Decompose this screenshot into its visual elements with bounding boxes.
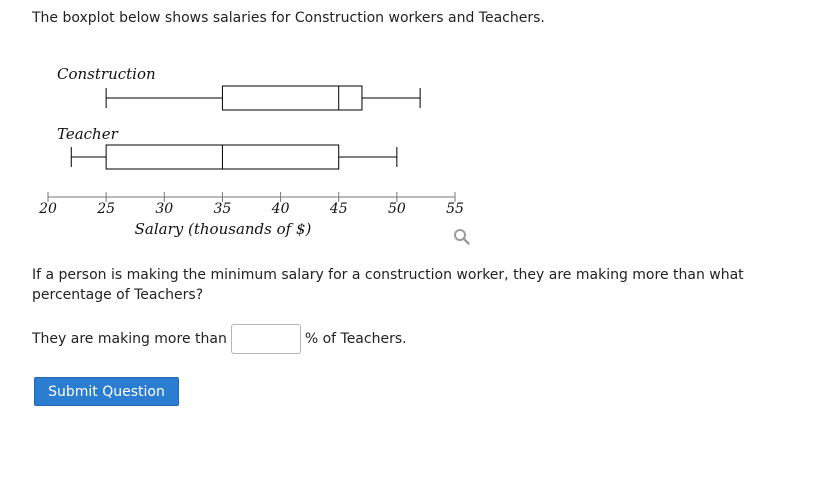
series-label-teacher: Teacher bbox=[57, 125, 118, 143]
submit-question-button[interactable]: Submit Question bbox=[34, 377, 179, 406]
x-axis-label: Salary (thousands of $) bbox=[134, 220, 312, 238]
answer-input[interactable] bbox=[231, 324, 301, 354]
x-tick-label: 30 bbox=[155, 201, 174, 217]
x-tick-label: 25 bbox=[97, 201, 116, 217]
magnifier-icon[interactable] bbox=[452, 227, 472, 247]
x-tick-label: 40 bbox=[271, 201, 290, 217]
intro-text: The boxplot below shows salaries for Construction workers and Teachers. bbox=[32, 10, 545, 26]
construction-box bbox=[222, 86, 362, 110]
x-tick-label: 35 bbox=[213, 201, 232, 217]
answer-prefix: They are making more than bbox=[32, 331, 227, 347]
question-text: If a person is making the minimum salary for a construction worker, they are making more than what percentage of Teachers? bbox=[32, 267, 744, 303]
series-label-construction: Construction bbox=[57, 65, 156, 83]
x-tick-label: 20 bbox=[39, 201, 57, 217]
x-tick-label: 55 bbox=[446, 201, 464, 217]
answer-suffix: % of Teachers. bbox=[304, 331, 407, 347]
x-tick-label: 50 bbox=[387, 201, 406, 217]
x-tick-label: 45 bbox=[329, 201, 348, 217]
answer-row bbox=[32, 322, 407, 356]
